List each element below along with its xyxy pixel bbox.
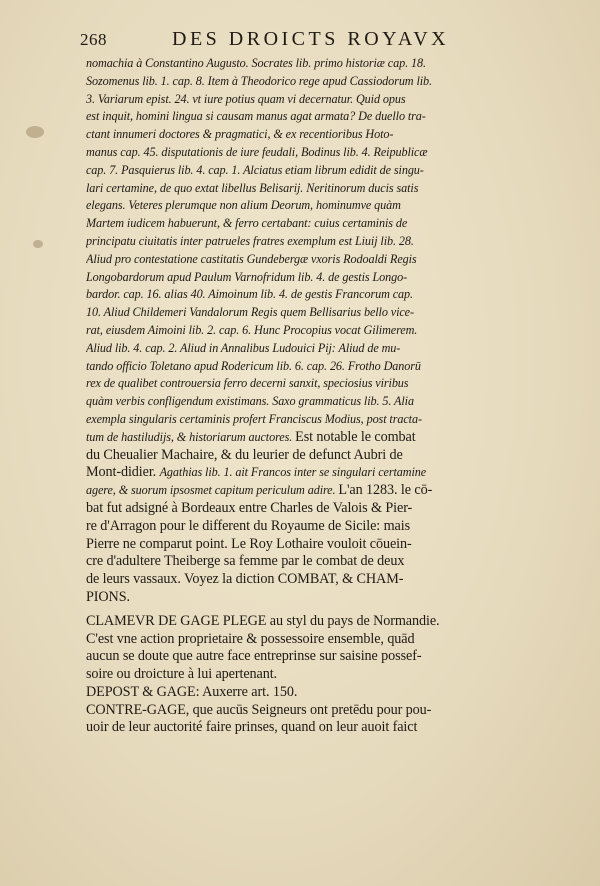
italic-segment: cap. 7. Pasquierus lib. 4. cap. 1. Alciatus etiam librum edidit de singu- (86, 162, 424, 177)
page-body-text (86, 54, 518, 736)
text-line (86, 268, 518, 286)
italic-segment: Martem iudicem habuerunt, & ferro certabant: cuius certaminis de (86, 216, 408, 231)
italic-segment: Sozomenus lib. 1. cap. 8. Item à Theodorico rege apud Cassiodorum lib. (86, 73, 432, 88)
text-line (86, 196, 518, 214)
roman-segment: C'est vne action proprietaire & possessoire ensemble, quād (86, 630, 415, 647)
text-line (86, 285, 518, 303)
italic-segment: Longobardorum apud Paulum Varnofridum lib. 4. de gestis Longo- (86, 269, 408, 284)
italic-segment: tum de hastiludijs, & historiarum auctores. (86, 429, 296, 444)
italic-segment: rex de qualibet controuersia ferro decerni sanxit, speciosius viribus (86, 376, 409, 391)
roman-segment: uoir de leur auctorité faire prinses, quand on leur auoit faict (86, 719, 418, 736)
running-head: DES DROICTS ROYAVX (172, 28, 450, 50)
text-line (86, 718, 518, 736)
italic-segment: tando officio Toletano apud Rodericum lib. 6. cap. 26. Frotho Danorū (86, 358, 421, 373)
roman-segment: Pierre ne comparut point. Le Roy Lothaire vouloit cōuein- (86, 535, 412, 552)
italic-segment: Aliud lib. 4. cap. 2. Aliud in Annalibus Ludouici Pij: Aliud de mu- (86, 340, 401, 355)
text-line (86, 665, 518, 683)
italic-segment: nomachia à Constantino Augusto. Socrates lib. primo historiæ cap. 18. (86, 56, 426, 70)
page-stain (33, 240, 43, 248)
roman-segment: DEPOST & GAGE: Auxerre art. 150. (86, 683, 298, 700)
roman-segment: aucun se doute que autre face entreprinse sur saisine possef- (86, 648, 422, 665)
roman-segment: Est notable le combat (295, 428, 416, 445)
roman-segment: CONTRE-GAGE, que aucūs Seigneurs ont pretēdu pour pou- (86, 701, 432, 718)
italic-segment: elegans. Veteres plerumque non alium Deorum, hominumve quàm (86, 198, 401, 213)
italic-segment: quàm verbis confligendum existimans. Saxo grammaticus lib. 5. Alia (86, 394, 414, 409)
text-line (86, 392, 518, 410)
text-line (86, 588, 518, 606)
italic-segment: exempla singularis certaminis profert Franciscus Modius, post tracta- (86, 411, 422, 426)
text-line (86, 499, 518, 517)
text-line (86, 303, 518, 321)
text-line (86, 232, 518, 250)
text-line (86, 630, 518, 648)
text-line (86, 517, 518, 535)
text-line (86, 701, 518, 719)
italic-segment: lari certamine, de quo extat libellus Belisarij. Neritinorum ducis satis (86, 180, 419, 195)
text-line (86, 481, 518, 499)
roman-segment: bat fut adsigné à Bordeaux entre Charles de Valois & Pier- (86, 499, 413, 516)
text-line (86, 90, 518, 108)
roman-segment: soire ou droicture à lui apertenant. (86, 666, 278, 683)
text-line (86, 410, 518, 428)
text-line (86, 357, 518, 375)
text-line (86, 250, 518, 268)
page-stain (26, 126, 44, 138)
text-line (86, 179, 518, 197)
text-line (86, 463, 518, 481)
italic-segment: agere, & suorum ipsosmet capitum periculum adire. (86, 483, 339, 498)
italic-segment: ctant innumeri doctores & pragmatici, & ex recentioribus Hoto- (86, 127, 394, 142)
text-line (86, 72, 518, 90)
text-line (86, 612, 518, 630)
text-line (86, 428, 518, 446)
text-line (86, 339, 518, 357)
text-line (86, 570, 518, 588)
italic-segment: manus cap. 45. disputationis de iure feudali, Bodinus lib. 4. Reipublicæ (86, 144, 428, 159)
text-line (86, 535, 518, 553)
text-line (86, 321, 518, 339)
text-line (86, 446, 518, 464)
text-line (86, 107, 518, 125)
text-line (86, 683, 518, 701)
text-line (86, 54, 518, 72)
text-line (86, 214, 518, 232)
roman-segment: Mont-didier. (86, 464, 160, 481)
roman-segment: CLAMEVR DE GAGE PLEGE au styl du pays de Normandie. (86, 612, 440, 629)
text-line (86, 143, 518, 161)
italic-segment: 10. Aliud Childemeri Vandalorum Regis quem Bellisarius bello vice- (86, 305, 414, 320)
page-number: 268 (80, 30, 107, 49)
italic-segment: 3. Variarum epist. 24. vt iure potius quam vi decernatur. Quid opus (86, 91, 406, 106)
text-line (86, 374, 518, 392)
roman-segment: PIONS. (86, 588, 130, 605)
page-header (80, 28, 520, 54)
text-line (86, 125, 518, 143)
text-line (86, 552, 518, 570)
roman-segment: re d'Arragon pour le different du Royaume de Sicile: mais (86, 517, 410, 534)
text-line (86, 647, 518, 665)
italic-segment: bardor. cap. 16. alias 40. Aimoinum lib. 4. de gestis Francorum cap. (86, 287, 413, 302)
italic-segment: rat, eiusdem Aimoini lib. 2. cap. 6. Hunc Procopius vocat Gilimerem. (86, 322, 418, 337)
roman-segment: cre d'adultere Theiberge sa femme par le combat de deux (86, 553, 405, 570)
roman-segment: de leurs vassaux. Voyez la diction COMBAT, & CHAM- (86, 571, 404, 588)
italic-segment: Aliud pro contestatione castitatis Gundebergæ vxoris Rodoaldi Regis (86, 251, 417, 266)
italic-segment: est inquit, homini lingua si causam manus agat armata? De duello tra- (86, 109, 426, 124)
roman-segment: L'an 1283. le cō- (338, 482, 433, 499)
italic-segment: principatu ciuitatis inter patrueles fratres exemplum est Liuij lib. 28. (86, 233, 414, 248)
text-line (86, 161, 518, 179)
roman-segment: du Cheualier Machaire, & du leurier de defunct Aubri de (86, 446, 403, 463)
italic-segment: Agathias lib. 1. ait Francos inter se singulari certamine (159, 465, 427, 480)
